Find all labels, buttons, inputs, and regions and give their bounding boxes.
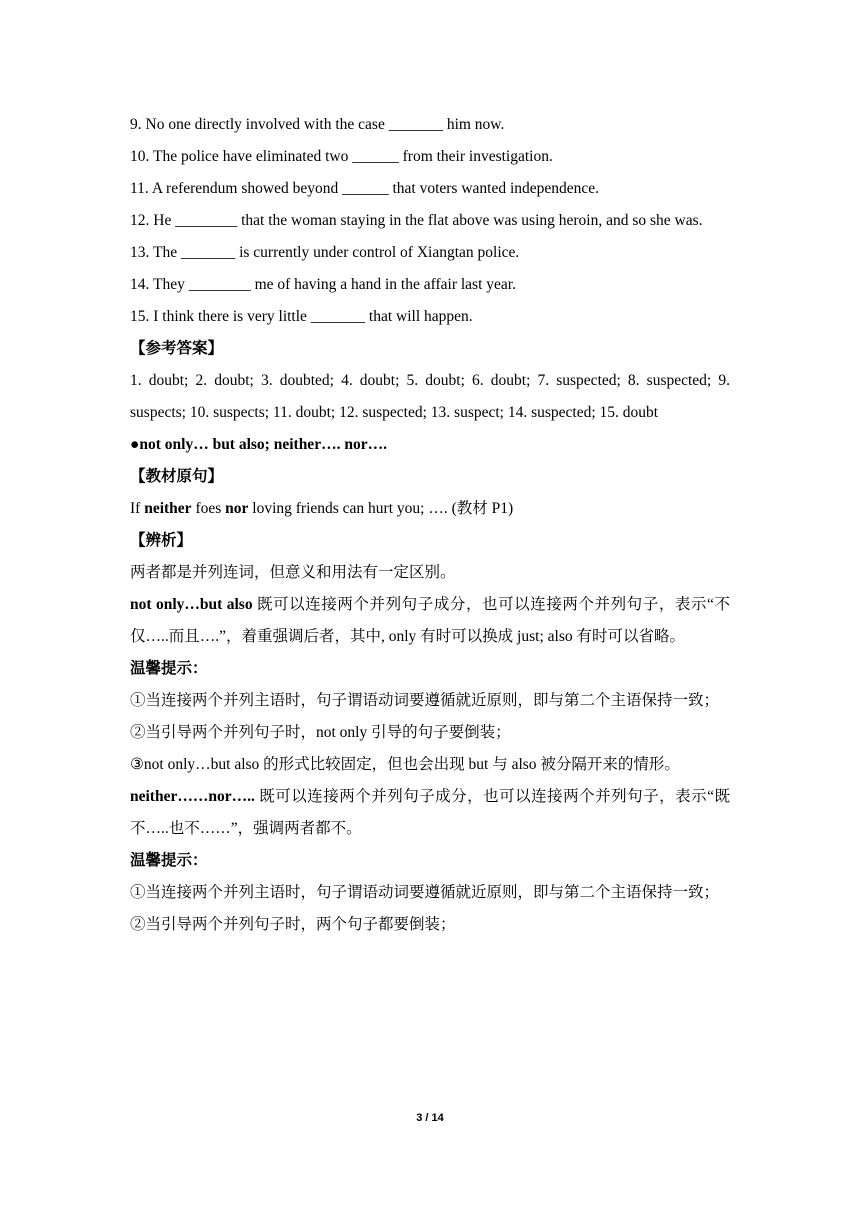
answer-key: 1. doubt; 2. doubt; 3. doubted; 4. doubt; 5. doubt; 6. doubt; 7. suspected; 8. suspected; 9. suspects; 10. suspects; 11. doubt; 12. suspected; 13. suspect; 14. suspected; 15. doubt bbox=[130, 372, 730, 421]
tip-item: ②当引导两个并列句子时，not only 引导的句子要倒装； bbox=[130, 724, 511, 741]
notonly-explanation bbox=[130, 589, 730, 653]
keyword-neither: neither bbox=[144, 500, 192, 517]
tip-item: ③not only…but also 的形式比较固定，但也会出现 but 与 also 被分隔开来的情形。 bbox=[130, 756, 680, 773]
analysis-intro: 两者都是并列连词，但意义和用法有一定区别。 bbox=[130, 564, 456, 581]
sentence-part: foes bbox=[191, 500, 226, 517]
topic-heading: ●not only… but also; neither…. nor…. bbox=[130, 436, 387, 453]
exercise-item: 14. They ________ me of having a hand in the affair last year. bbox=[130, 276, 516, 293]
term-neither: neither……nor….. bbox=[130, 788, 255, 805]
tip-item: ①当连接两个并列主语时，句子谓语动词要遵循就近原则，即与第二个主语保持一致； bbox=[130, 884, 720, 901]
exercise-item: 15. I think there is very little _______ that will happen. bbox=[130, 308, 473, 325]
sentence-part: loving friends can hurt you; …. (教材 P1) bbox=[248, 500, 514, 517]
tip-heading: 温馨提示： bbox=[130, 852, 208, 869]
keyword-nor: nor bbox=[225, 500, 249, 517]
tip-heading: 温馨提示： bbox=[130, 660, 208, 677]
term-notonly: not only…but also bbox=[130, 596, 253, 613]
explanation-text: 既可以连接两个并列句子成分，也可以连接两个并列句子，表示“不仅…..而且….”，着重强调后者，其中, only 有时可以换成 just; also 有时可以省略。 bbox=[130, 596, 730, 645]
page-number: 3 / 14 bbox=[416, 1112, 444, 1124]
exercise-item: 9. No one directly involved with the case _______ him now. bbox=[130, 116, 505, 133]
textbook-sentence bbox=[130, 493, 730, 525]
document-body bbox=[130, 109, 730, 941]
neither-explanation bbox=[130, 781, 730, 845]
analysis-heading: 【辨析】 bbox=[130, 532, 193, 549]
answer-heading: 【参考答案】 bbox=[130, 340, 224, 357]
explanation-text: 既可以连接两个并列句子成分，也可以连接两个并列句子，表示“既不…..也不……”，强调两者都不。 bbox=[130, 788, 730, 837]
exercise-item: 13. The _______ is currently under control of Xiangtan police. bbox=[130, 244, 520, 261]
tip-item: ②当引导两个并列句子时，两个句子都要倒装； bbox=[130, 916, 456, 933]
tip-item: ①当连接两个并列主语时，句子谓语动词要遵循就近原则，即与第二个主语保持一致； bbox=[130, 692, 720, 709]
sentence-part: If bbox=[130, 500, 145, 517]
exercise-item: 12. He ________ that the woman staying in the flat above was using heroin, and so she was. bbox=[130, 212, 703, 229]
exercise-item: 10. The police have eliminated two ______ from their investigation. bbox=[130, 148, 553, 165]
textbook-heading: 【教材原句】 bbox=[130, 468, 224, 485]
exercise-item: 11. A referendum showed beyond ______ that voters wanted independence. bbox=[130, 180, 600, 197]
